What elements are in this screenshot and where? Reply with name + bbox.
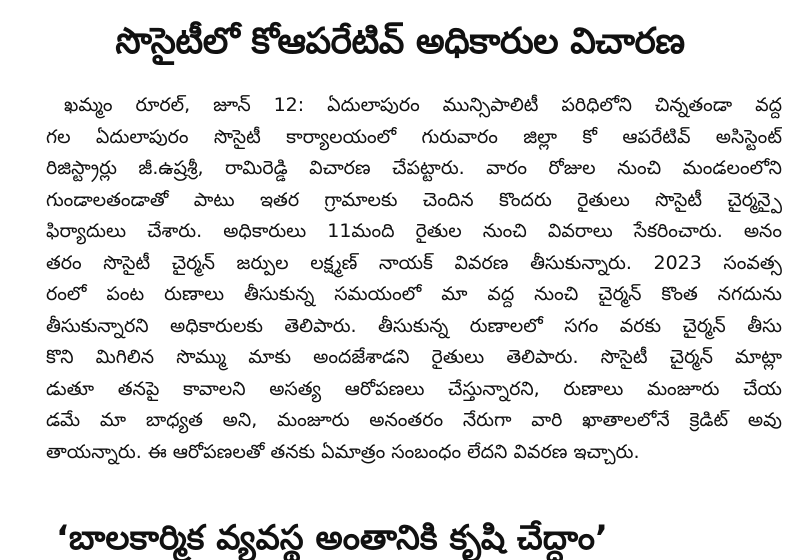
article-line: ఖమ్మం రూరల్, జూన్ 12: ఏదులాపురం మున్సిపాలిటీ పరిధిలోని చిన్నతండా వద్ద (64, 94, 782, 116)
article-line: ఫిర్యాదులు చేశారు. అధికారులు 11మంది రైతుల నుంచి వివరాలు సేకరించారు. అనం (46, 220, 782, 242)
article-line: గుండాలతండాతో పాటు ఇతర గ్రామాలకు చెందిన కొందరు రైతులు సొసైటీ చైర్మన్పై (46, 188, 782, 211)
article-line: తీసుకున్నారని అధికారులకు తెలిపారు. తీసుకున్న రుణాలలో సగం వరకు చైర్మన్ తీసు (46, 314, 782, 337)
article-line: కొని మిగిలిన సొమ్ము మాకు అందజేశాడని రైతులు తెలిపారు. సొసైటీ చైర్మన్ మాట్లా (46, 346, 782, 368)
next-article-headline: ‘బాలకార్మిక వ్యవస్థ అంతానికి కృషి చేద్దాం’ (56, 518, 608, 558)
article-line: డమే మా బాధ్యత అని, మంజూరు అనంతరం నేరుగా వారి ఖాతాలలోనే క్రెడిట్ అవు (46, 409, 782, 431)
article-body (46, 90, 782, 468)
article-headline: సొసైటీలో కోఆపరేటివ్ అధికారుల విచారణ (115, 21, 685, 62)
article-line: తాయన్నారు. ఈ ఆరోపణలతో తనకు ఏమాత్రం సంబంధం లేదని వివరణ ఇచ్చారు. (46, 440, 640, 463)
article-line: రిజిస్ట్రార్లు జీ.ఉష్రశ్రీ, రామిరెడ్డి విచారణ చేపట్టారు. వారం రోజుల నుంచి మండలంలోని (46, 157, 782, 179)
article-line: గల ఏదులాపురం సొసైటీ కార్యాలయంలో గురువారం జిల్లా కో ఆపరేటివ్ అసిస్టెంట్ (46, 125, 782, 148)
article-line: డుతూ తనపై కావాలని అసత్య ఆరోపణలు చేస్తున్నారని, రుణాలు మంజూరు చేయ (46, 377, 782, 400)
article-line: తరం సొసైటీ చైర్మన్ జర్పుల లక్ష్మణ్ నాయక్ వివరణ తీసుకున్నారు. 2023 సంవత్స (46, 251, 782, 274)
article-line: రంలో పంట రుణాలు తీసుకున్న సమయంలో మా వద్ద నుంచి చైర్మన్ కొంత నగదును (46, 283, 782, 305)
